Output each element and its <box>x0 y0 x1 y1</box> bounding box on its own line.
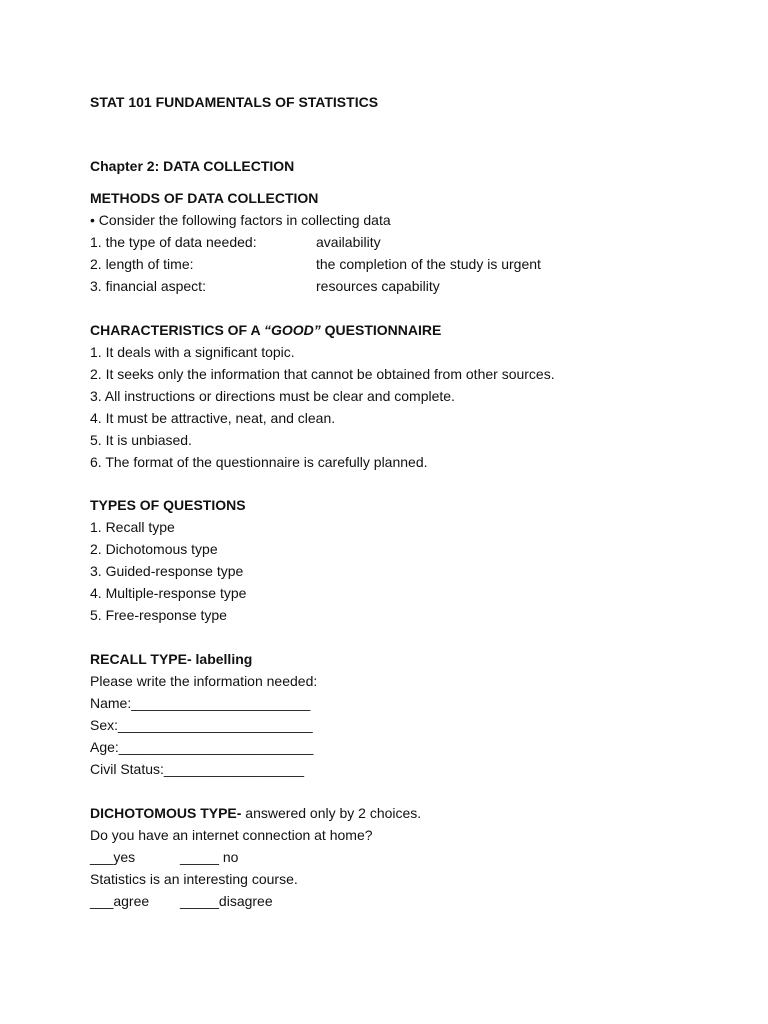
list-item: 4. It must be attractive, neat, and clean. <box>90 410 336 426</box>
list-item: 5. It is unbiased. <box>90 432 192 448</box>
list-item: 1. It deals with a significant topic. <box>90 344 295 360</box>
answer-options <box>90 890 273 912</box>
civil-status-field: Civil Status:__________________ <box>90 761 305 777</box>
factor-label: 3. financial aspect: <box>90 278 206 294</box>
recall-heading: RECALL TYPE- labelling <box>90 651 253 667</box>
factor-label: 2. length of time: <box>90 256 194 272</box>
factor-row <box>90 253 541 275</box>
question-text: Statistics is an interesting course. <box>90 871 298 887</box>
characteristics-heading-post: QUESTIONNAIRE <box>320 322 442 338</box>
answer-options <box>90 846 239 868</box>
factor-value: availability <box>316 234 381 250</box>
chapter-title: Chapter 2: DATA COLLECTION <box>90 158 295 174</box>
list-item: 2. It seeks only the information that cannot be obtained from other sources. <box>90 366 555 382</box>
list-item: 6. The format of the questionnaire is carefully planned. <box>90 454 428 470</box>
age-field: Age:_________________________ <box>90 739 314 755</box>
list-item: 3. All instructions or directions must be clear and complete. <box>90 388 455 404</box>
sex-field: Sex:_________________________ <box>90 717 313 733</box>
factor-row <box>90 275 440 297</box>
factor-value: the completion of the study is urgent <box>316 256 541 272</box>
question-text: Do you have an internet connection at home? <box>90 827 373 843</box>
course-title: STAT 101 FUNDAMENTALS OF STATISTICS <box>90 94 379 110</box>
list-item: 4. Multiple-response type <box>90 585 247 601</box>
option-yes: ___yes <box>90 849 136 865</box>
characteristics-heading <box>90 319 441 341</box>
dichotomous-heading <box>90 802 421 824</box>
factor-row <box>90 231 381 253</box>
list-item: 2. Dichotomous type <box>90 541 218 557</box>
methods-heading: METHODS OF DATA COLLECTION <box>90 190 319 206</box>
dichotomous-heading-bold: DICHOTOMOUS TYPE- <box>90 805 242 821</box>
recall-instruction: Please write the information needed: <box>90 673 318 689</box>
list-item: 3. Guided-response type <box>90 563 244 579</box>
types-heading: TYPES OF QUESTIONS <box>90 497 246 513</box>
methods-bullet: • Consider the following factors in collecting data <box>90 212 391 228</box>
name-field: Name:_______________________ <box>90 695 311 711</box>
list-item: 1. Recall type <box>90 519 175 535</box>
factor-label: 1. the type of data needed: <box>90 234 257 250</box>
option-disagree: _____disagree <box>180 893 273 909</box>
option-no: _____ no <box>180 849 239 865</box>
option-agree: ___agree <box>90 893 150 909</box>
list-item: 5. Free-response type <box>90 607 227 623</box>
dichotomous-heading-rest: answered only by 2 choices. <box>241 805 422 821</box>
characteristics-heading-emphasis: “GOOD” <box>263 322 321 338</box>
factor-value: resources capability <box>316 278 440 294</box>
characteristics-heading-pre: CHARACTERISTICS OF A <box>90 322 264 338</box>
